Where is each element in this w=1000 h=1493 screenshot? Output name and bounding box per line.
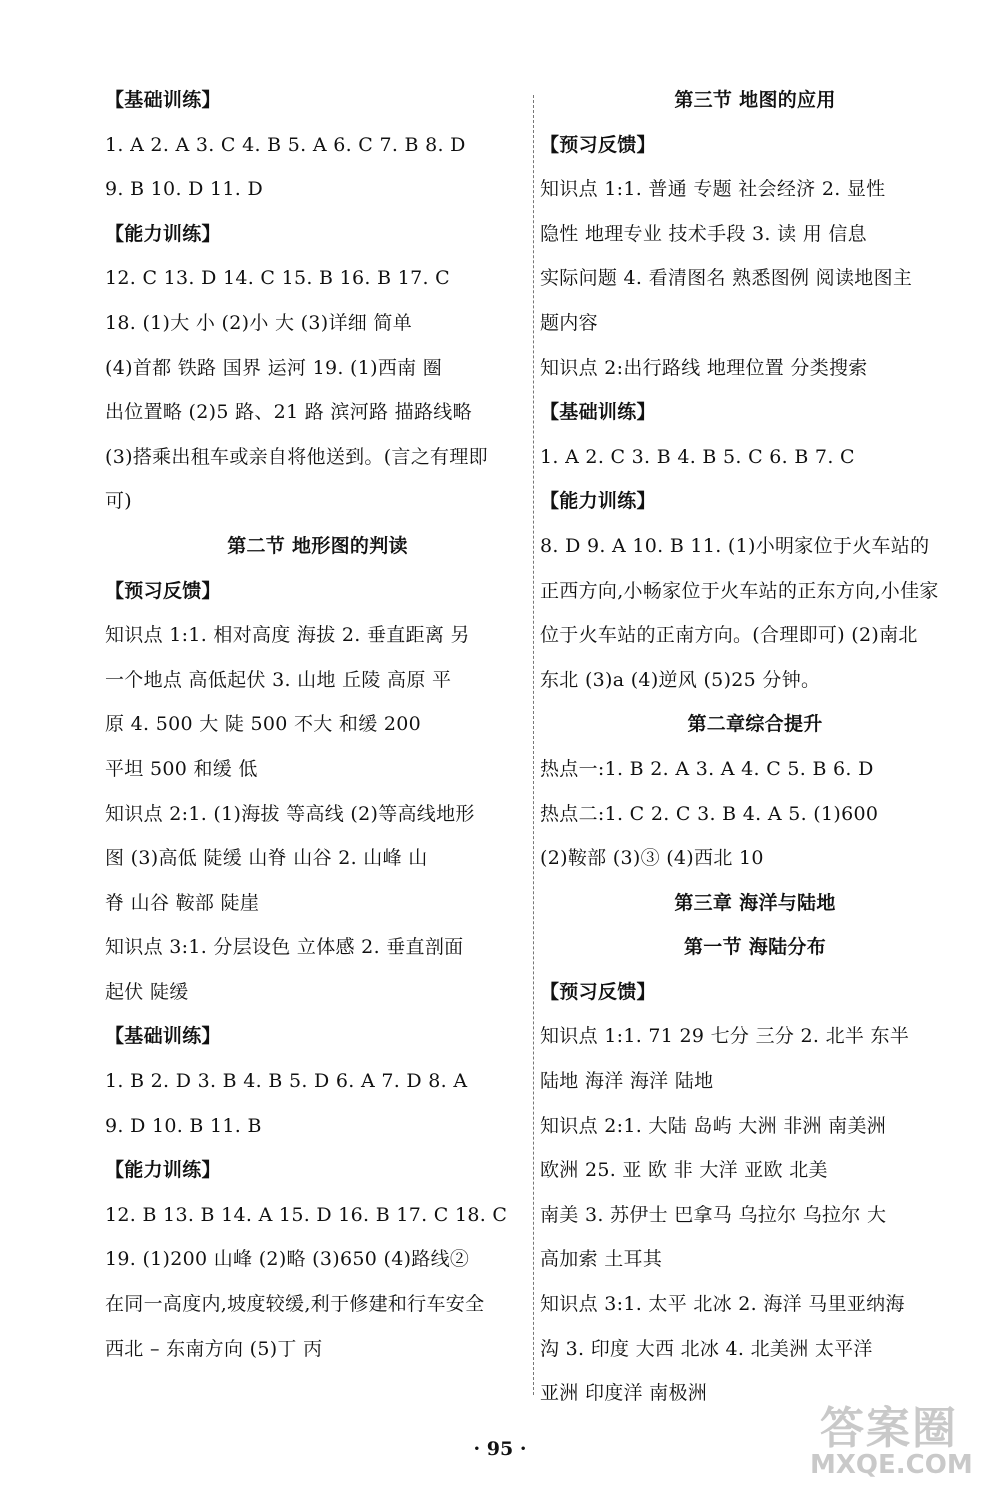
answer-line: 知识点 2:1. 大陆 岛屿 大洲 非洲 南美洲	[540, 1114, 887, 1137]
answer-line: 高加索 土耳其	[540, 1248, 663, 1271]
answer-line: 图 (3)高低 陡缓 山脊 山谷 2. 山峰 山	[105, 847, 428, 870]
answer-line: 欧洲 25. 亚 欧 非 大洋 亚欧 北美	[540, 1159, 828, 1182]
answer-line: 知识点 1:1. 普通 专题 社会经济 2. 显性	[540, 178, 886, 201]
answer-line: 题内容	[540, 311, 598, 334]
answer-line: 知识点 1:1. 相对高度 海拔 2. 垂直距离 另	[105, 624, 470, 647]
answer-line: 12. C 13. D 14. C 15. B 16. B 17. C	[105, 267, 451, 290]
subsection-label: 【预习反馈】	[105, 579, 221, 602]
column-divider	[533, 95, 534, 1395]
section-heading: 第三节 地图的应用	[674, 89, 836, 111]
answer-line: 9. D 10. B 11. B	[105, 1114, 262, 1137]
subsection-label: 【能力训练】	[105, 1159, 221, 1182]
subsection-label: 【基础训练】	[540, 401, 656, 424]
answer-line: 位于火车站的正南方向。(合理即可) (2)南北	[540, 624, 918, 647]
answer-line: 出位置略 (2)5 路、21 路 滨河路 描路线略	[105, 401, 472, 424]
answer-line: 东北 (3)a (4)逆风 (5)25 分钟。	[540, 668, 821, 691]
answer-line: 脊 山谷 鞍部 陡崖	[105, 891, 260, 914]
left-column	[105, 78, 530, 1371]
answer-line: 热点一:1. B 2. A 3. A 4. C 5. B 6. D	[540, 757, 874, 780]
subsection-label: 【基础训练】	[105, 1025, 221, 1048]
answer-line: 亚洲 印度洋 南极洲	[540, 1382, 708, 1405]
answer-line: 正西方向,小畅家位于火车站的正东方向,小佳家	[540, 579, 939, 602]
answer-line: 平坦 500 和缓 低	[105, 757, 258, 780]
answer-line: (4)首都 铁路 国界 运河 19. (1)西南 圈	[105, 356, 443, 379]
section-heading: 第三章 海洋与陆地	[674, 891, 836, 914]
answer-line: 1. B 2. D 3. B 4. B 5. D 6. A 7. D 8. A	[105, 1070, 468, 1093]
answer-line: 知识点 2:1. (1)海拔 等高线 (2)等高线地形	[105, 802, 475, 825]
answer-line: 9. B 10. D 11. D	[105, 178, 263, 201]
answer-line: 可)	[105, 490, 133, 513]
answer-line: 原 4. 500 大 陡 500 不大 和缓 200	[105, 713, 422, 736]
right-column	[540, 78, 970, 1416]
subsection-label: 【预习反馈】	[540, 980, 656, 1003]
section-heading: 第二节 地形图的判读	[227, 534, 408, 557]
section-heading: 第二章综合提升	[687, 713, 823, 736]
page-number: · 95 ·	[473, 1438, 527, 1460]
answer-line: 1. A 2. A 3. C 4. B 5. A 6. C 7. B 8. D	[105, 133, 466, 156]
answer-line: (3)搭乘出租车或亲自将他送到。(言之有理即	[105, 445, 488, 468]
answer-line: 1. A 2. C 3. B 4. B 5. C 6. B 7. C	[540, 445, 855, 468]
subsection-label: 【能力训练】	[540, 490, 656, 513]
answer-line: 陆地 海洋 海洋 陆地	[540, 1070, 714, 1093]
answer-line: 12. B 13. B 14. A 15. D 16. B 17. C 18. C	[105, 1203, 508, 1226]
section-heading: 第一节 海陆分布	[683, 936, 826, 959]
answer-line: 知识点 2:出行路线 地理位置 分类搜索	[540, 356, 868, 379]
answer-line: (2)鞍部 (3)③ (4)西北 10	[540, 847, 764, 870]
answer-line: 实际问题 4. 看清图名 熟悉图例 阅读地图主	[540, 267, 913, 290]
answer-line: 8. D 9. A 10. B 11. (1)小明家位于火车站的	[540, 534, 930, 557]
answer-line: 起伏 陡缓	[105, 980, 189, 1003]
answer-line: 18. (1)大 小 (2)小 大 (3)详细 简单	[105, 311, 412, 334]
answer-line: 知识点 3:1. 太平 北冰 2. 海洋 马里亚纳海	[540, 1293, 905, 1316]
watermark-brand: 答案圈	[820, 1403, 958, 1454]
answer-line: 隐性 地理专业 技术手段 3. 读 用 信息	[540, 222, 867, 245]
answer-line: 沟 3. 印度 大西 北冰 4. 北美洲 太平洋	[540, 1337, 873, 1360]
subsection-label: 【预习反馈】	[540, 133, 656, 156]
answer-line: 知识点 3:1. 分层设色 立体感 2. 垂直剖面	[105, 936, 464, 959]
answer-line: 一个地点 高低起伏 3. 山地 丘陵 高原 平	[105, 668, 452, 691]
subsection-label: 【能力训练】	[105, 222, 221, 245]
answer-line: 南美 3. 苏伊士 巴拿马 乌拉尔 乌拉尔 大	[540, 1203, 887, 1226]
subsection-label: 【基础训练】	[105, 89, 221, 111]
answer-line: 西北 – 东南方向 (5)丁 丙	[105, 1337, 323, 1360]
answer-line: 19. (1)200 山峰 (2)略 (3)650 (4)路线②	[105, 1248, 470, 1271]
answer-line: 知识点 1:1. 71 29 七分 三分 2. 北半 东半	[540, 1025, 910, 1048]
answer-line: 在同一高度内,坡度较缓,利于修建和行车安全	[105, 1293, 485, 1316]
answer-line: 热点二:1. C 2. C 3. B 4. A 5. (1)600	[540, 802, 879, 825]
watermark-url: MXQE.COM	[810, 1450, 973, 1480]
